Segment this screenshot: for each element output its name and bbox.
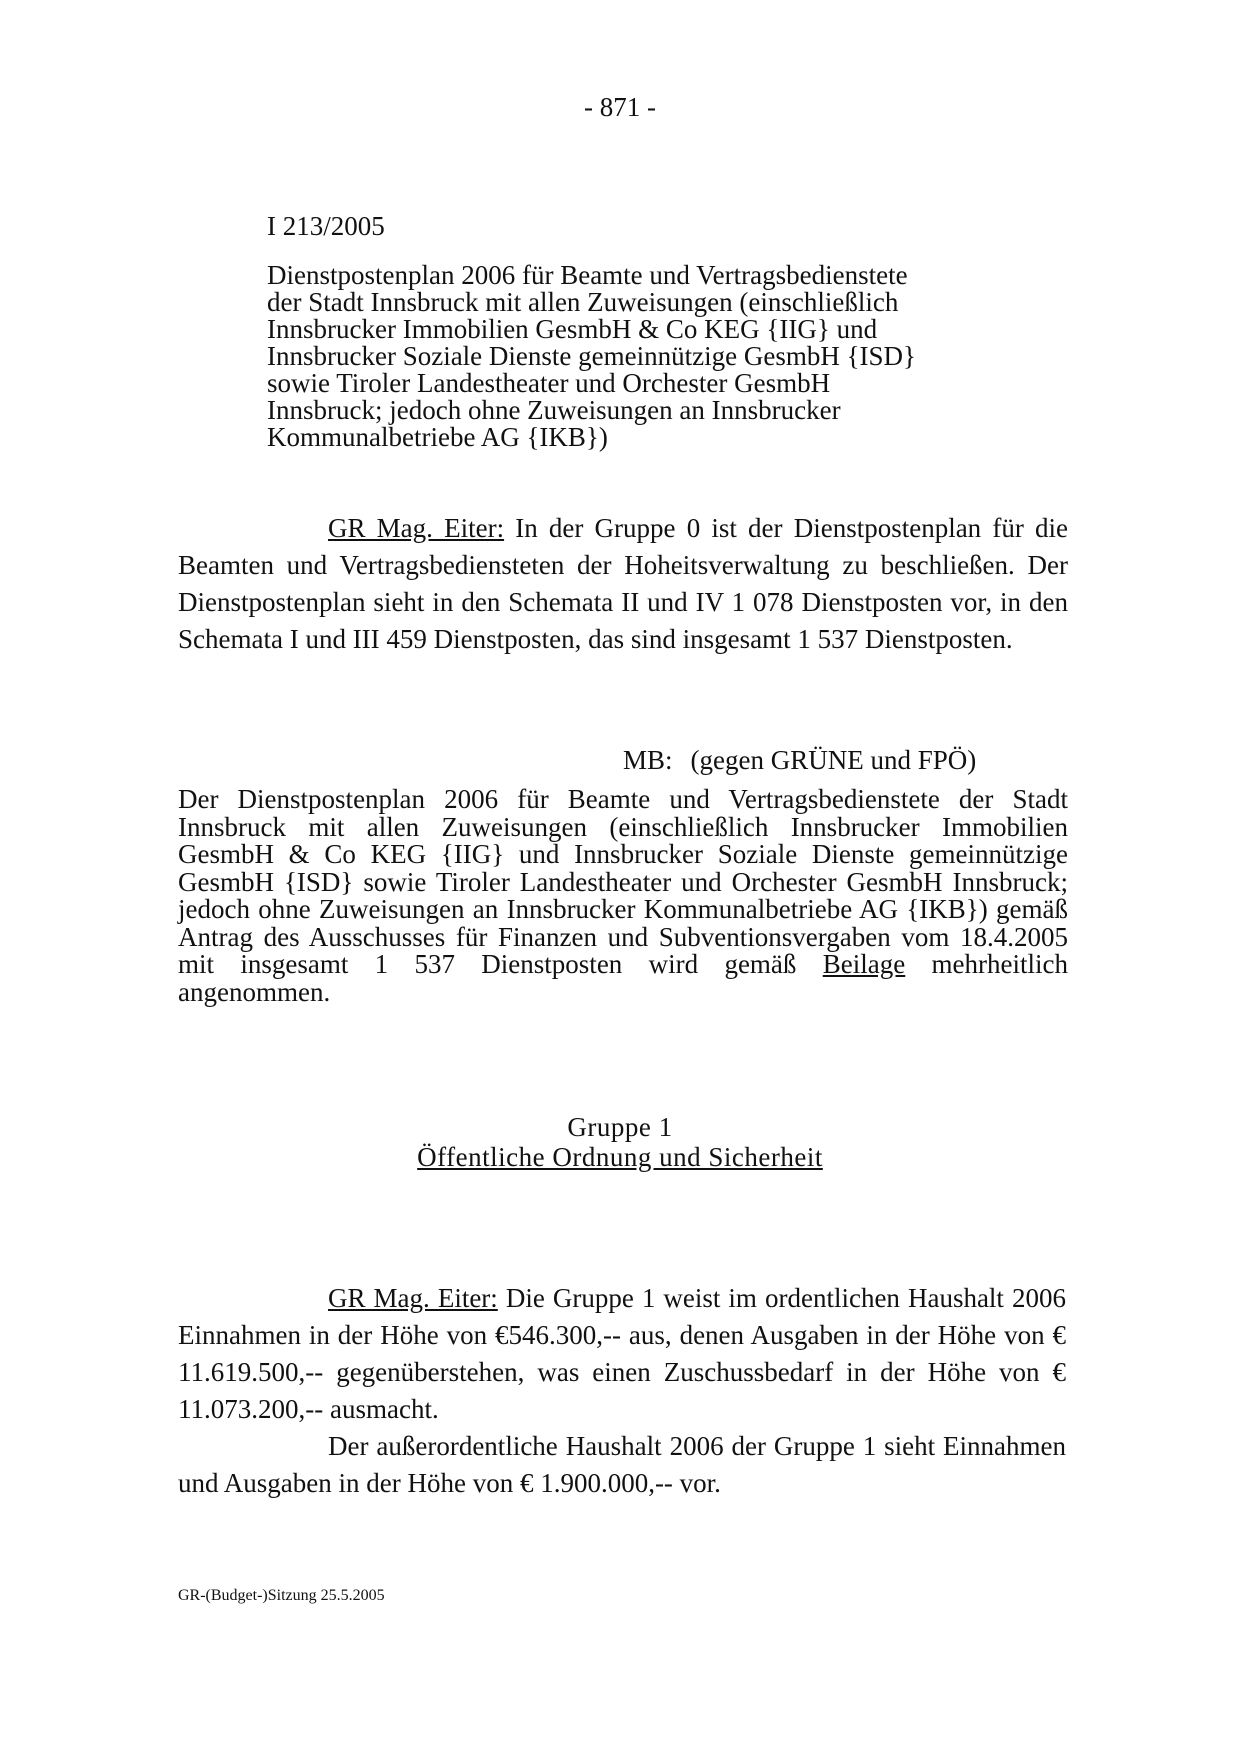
- vote-label: MB:: [623, 745, 673, 775]
- resolution-ending: mehrheitlich angenommen.: [178, 949, 1068, 1007]
- vote-result: [623, 744, 976, 776]
- speaker-name: GR Mag. Eiter:: [328, 513, 505, 543]
- agenda-item: [267, 210, 927, 451]
- speech-text: Die Gruppe 1 weist im ordentlichen Haushalt 2006 Einnahmen in der Höhe von €546.300,-- aus, denen Ausgaben in der Höhe von € 11.619.500,-- gegenüberstehen, was einen Zuschussbedarf in der Höhe von € 11.073.200,-- ausmacht.: [178, 1283, 1066, 1424]
- speech-paragraph-3: Der außerordentliche Haushalt 2006 der Gruppe 1 sieht Einnahmen und Ausgaben in der Höhe von € 1.900.000,-- vor.: [178, 1431, 1066, 1498]
- group-title: Gruppe 1: [567, 1112, 673, 1142]
- resolution-paragraph: [178, 786, 1068, 1006]
- speech-paragraph-2: [178, 1280, 1066, 1428]
- speech-paragraph-1: [178, 510, 1068, 658]
- group-heading: [0, 1112, 1240, 1172]
- vote-detail: (gegen GRÜNE und FPÖ): [690, 745, 977, 775]
- page-number: - 871 -: [584, 92, 656, 122]
- resolution-text: Der Dienstpostenplan 2006 für Beamte und Vertragsbedienstete der Stadt Innsbruck mit allen Zuweisungen (einschließlich Innsbrucker Immobilien GesmbH & Co KEG {IIG} und Innsbrucker Soziale Dienste gemeinnützige GesmbH {ISD} sowie Tiroler Landestheater und Orchester GesmbH Innsbruck; jedoch ohne Zuweisungen an Innsbrucker Kommunalbetriebe AG {IKB}) gemäß Antrag des Ausschusses für Finanzen und Subventionsvergaben vom 18.4.2005 mit insgesamt 1 537 Dienstposten wird gemäß: [178, 784, 1068, 979]
- speech-text: In der Gruppe 0 ist der Dienstpostenplan für die Beamten und Vertragsbediensteten der Hoheitsverwaltung zu beschließen. Der Dienstpostenplan sieht in den Schemata II und IV 1 078 Dienstposten vor, in den Schemata I und III 459 Dienstposten, das sind insgesamt 1 537 Dienstposten.: [178, 513, 1068, 654]
- item-title: Dienstpostenplan 2006 für Beamte und Vertragsbedienstete der Stadt Innsbruck mit allen Zuweisungen (einschließlich Innsbrucker Immobilien GesmbH & Co KEG {IIG} und Innsbrucker Soziale Dienste gemeinnützige GesmbH {ISD} sowie Tiroler Landestheater und Orchester GesmbH Innsbruck; jedoch ohne Zuweisungen an Innsbrucker Kommunalbetriebe AG {IKB}): [267, 260, 917, 452]
- footer: GR-(Budget-)Sitzung 25.5.2005: [178, 1587, 385, 1604]
- speaker-name: GR Mag. Eiter:: [328, 1283, 498, 1313]
- attachment-reference: Beilage: [822, 949, 906, 979]
- item-number: I 213/2005: [267, 211, 385, 241]
- group-subtitle: Öffentliche Ordnung und Sicherheit: [417, 1142, 823, 1172]
